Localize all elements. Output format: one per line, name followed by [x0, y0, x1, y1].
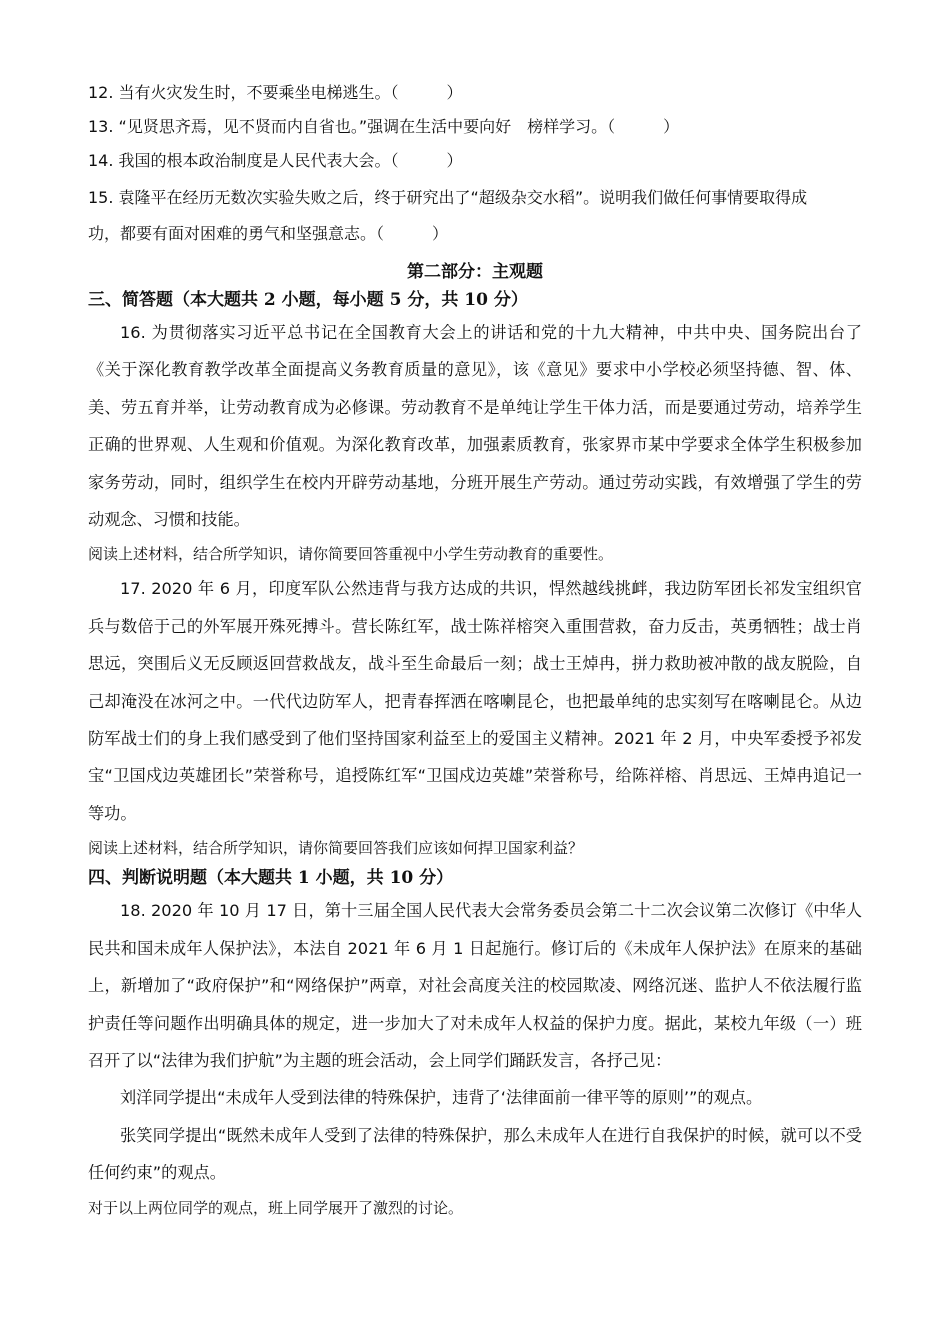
judgment-item-13: 13. “见贤思齐焉，见不贤而内自省也。”强调在生活中要向好 榜样学习。（ ） [88, 117, 680, 136]
question-17-prompt: 阅读上述材料，结合所学知识，请你简要回答我们应该如何捍卫国家利益？ [88, 839, 584, 858]
judgment-item-15-line2: 功，都要有面对困难的勇气和坚强意志。（ ） [88, 224, 449, 243]
question-18-view-liu-yang: 刘洋同学提出“未成年人受到法律的特殊保护，违背了‘法律面前一律平等的原则’”的观点。 [120, 1088, 763, 1108]
question-18-material: 18. 2020 年 10 月 17 日，第十三届全国人民代表大会常务委员会第二十二次会议第二次修订《中华人民共和国未成年人保护法》，本法自 2021 年 6 月 1 日起施行。修订后的《未成年人保护法》在原来的基础上，新增加了“政府保护”和“网络保护”两章，对社会高度关注的校园欺凌、网络沉迷、监护人不依法履行监护责任等问题作出明确具体的规定，进一步加大了对未成年人权益的保护力度。据此，某校九年级（一）班召开了以“法律为我们护航”为主题的班会活动，会上同学们踊跃发言，各抒己见： [88, 901, 862, 1070]
part-two-title: 第二部分：主观题 [407, 262, 543, 282]
section-three-title: 三、简答题（本大题共 2 小题，每小题 5 分，共 10 分） [88, 290, 528, 310]
judgment-item-12: 12. 当有火灾发生时，不要乘坐电梯逃生。（ ） [88, 83, 463, 102]
question-16-prompt: 阅读上述材料，结合所学知识，请你简要回答重视中小学生劳动教育的重要性。 [88, 545, 614, 564]
judgment-item-14: 14. 我国的根本政治制度是人民代表大会。（ ） [88, 151, 463, 170]
question-16-material: 16. 为贯彻落实习近平总书记在全国教育大会上的讲话和党的十九大精神，中共中央、国务院出台了《关于深化教育教学改革全面提高义务教育质量的意见》，该《意见》要求中小学校必须坚持德、智、体、美、劳五育并举，让劳动教育成为必修课。劳动教育不是单纯让学生干体力活，而是要通过劳动，培养学生正确的世界观、人生观和价值观。为深化教育改革，加强素质教育，张家界市某中学要求全体学生积极参加家务劳动，同时，组织学生在校内开辟劳动基地，分班开展生产劳动。通过劳动实践，有效增强了学生的劳动观念、习惯和技能。 [88, 323, 862, 530]
question-18-view-zhang-xiao: 张笑同学提出“既然未成年人受到了法律的特殊保护，那么未成年人在进行自我保护的时候，就可以不受任何约束”的观点。 [88, 1125, 862, 1183]
question-17-material: 17. 2020 年 6 月，印度军队公然违背与我方达成的共识，悍然越线挑衅，我边防军团长祁发宝组织官兵与数倍于己的外军展开殊死搏斗。营长陈红军，战士陈祥榕突入重围营救，奋力反击，英勇牺牲；战士肖思远，突围后义无反顾返回营救战友，战斗至生命最后一刻；战士王焯冉，拼力救助被冲散的战友脱险，自己却淹没在冰河之中。一代代边防军人，把青春挥洒在喀喇昆仑，也把最单纯的忠实刻写在喀喇昆仑。从边防军战士们的身上我们感受到了他们坚持国家利益至上的爱国主义精神。2021 年 2 月，中央军委授予祁发宝“卫国戍边英雄团长”荣誉称号，追授陈红军“卫国戍边英雄”荣誉称号，给陈祥榕、肖思远、王焯冉追记一等功。 [88, 579, 862, 823]
judgment-item-15-line1: 15. 袁隆平在经历无数次实验失败之后，终于研究出了“超级杂交水稻”。说明我们做任何事情要取得成 [88, 188, 808, 207]
question-18-closing: 对于以上两位同学的观点，班上同学展开了激烈的讨论。 [88, 1198, 464, 1217]
section-four-title: 四、判断说明题（本大题共 1 小题，共 10 分） [88, 868, 454, 889]
